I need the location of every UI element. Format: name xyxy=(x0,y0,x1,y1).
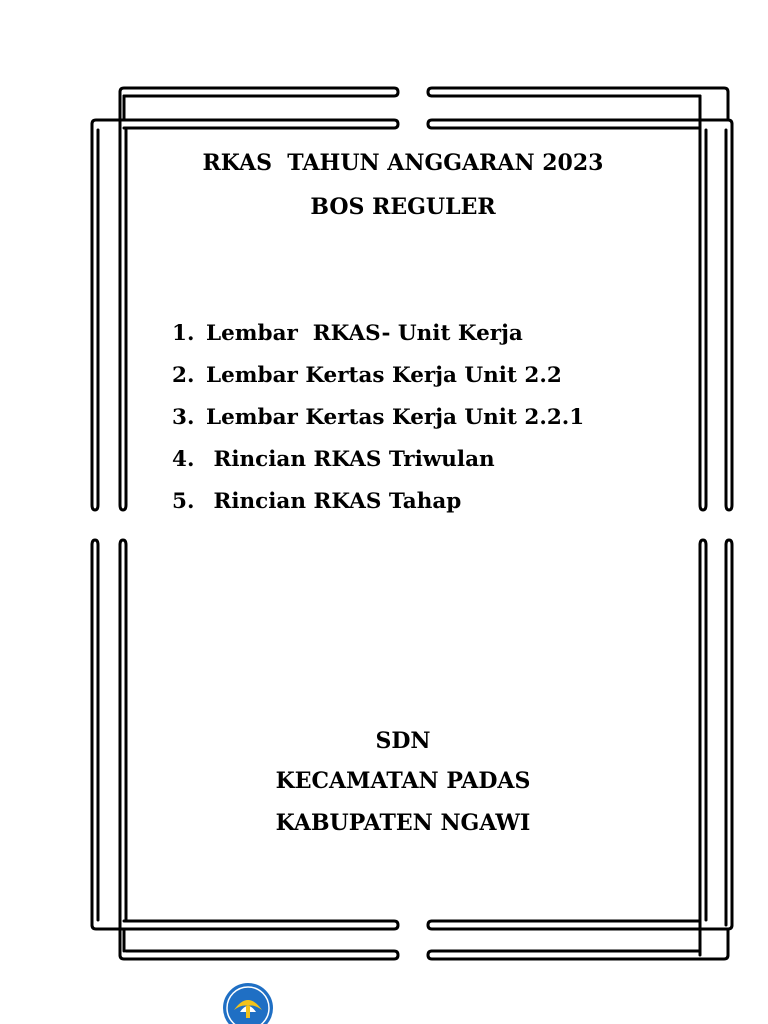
list-item-text: Lembar Kertas Kerja Unit 2.2.1 xyxy=(206,405,585,430)
regency-name: KABUPATEN NGAWI xyxy=(275,810,531,836)
list-item-text: Rincian RKAS Tahap xyxy=(206,489,462,514)
list-item xyxy=(172,362,584,404)
list-item xyxy=(172,320,584,362)
list-item-text: Lembar Kertas Kerja Unit 2.2 xyxy=(206,363,562,388)
document-subtitle: BOS REGULER xyxy=(310,194,496,220)
document-title: RKAS TAHUN ANGGARAN 2023 xyxy=(202,150,604,176)
list-item-number: 2. xyxy=(172,363,195,388)
list-item-number: 1. xyxy=(172,321,195,346)
school-name: SDN xyxy=(375,728,431,754)
contents-list xyxy=(172,320,584,530)
list-item-number: 5. xyxy=(172,489,195,514)
list-item-number: 3. xyxy=(172,405,195,430)
list-item xyxy=(172,404,584,446)
list-item-text: Rincian RKAS Triwulan xyxy=(206,447,495,472)
list-item xyxy=(172,488,584,530)
list-item-text: Lembar RKAS- Unit Kerja xyxy=(206,321,523,346)
district-name: KECAMATAN PADAS xyxy=(275,768,531,794)
list-item-number: 4. xyxy=(172,447,195,472)
list-item xyxy=(172,446,584,488)
tut-wuri-handayani-logo-icon xyxy=(220,982,276,1024)
